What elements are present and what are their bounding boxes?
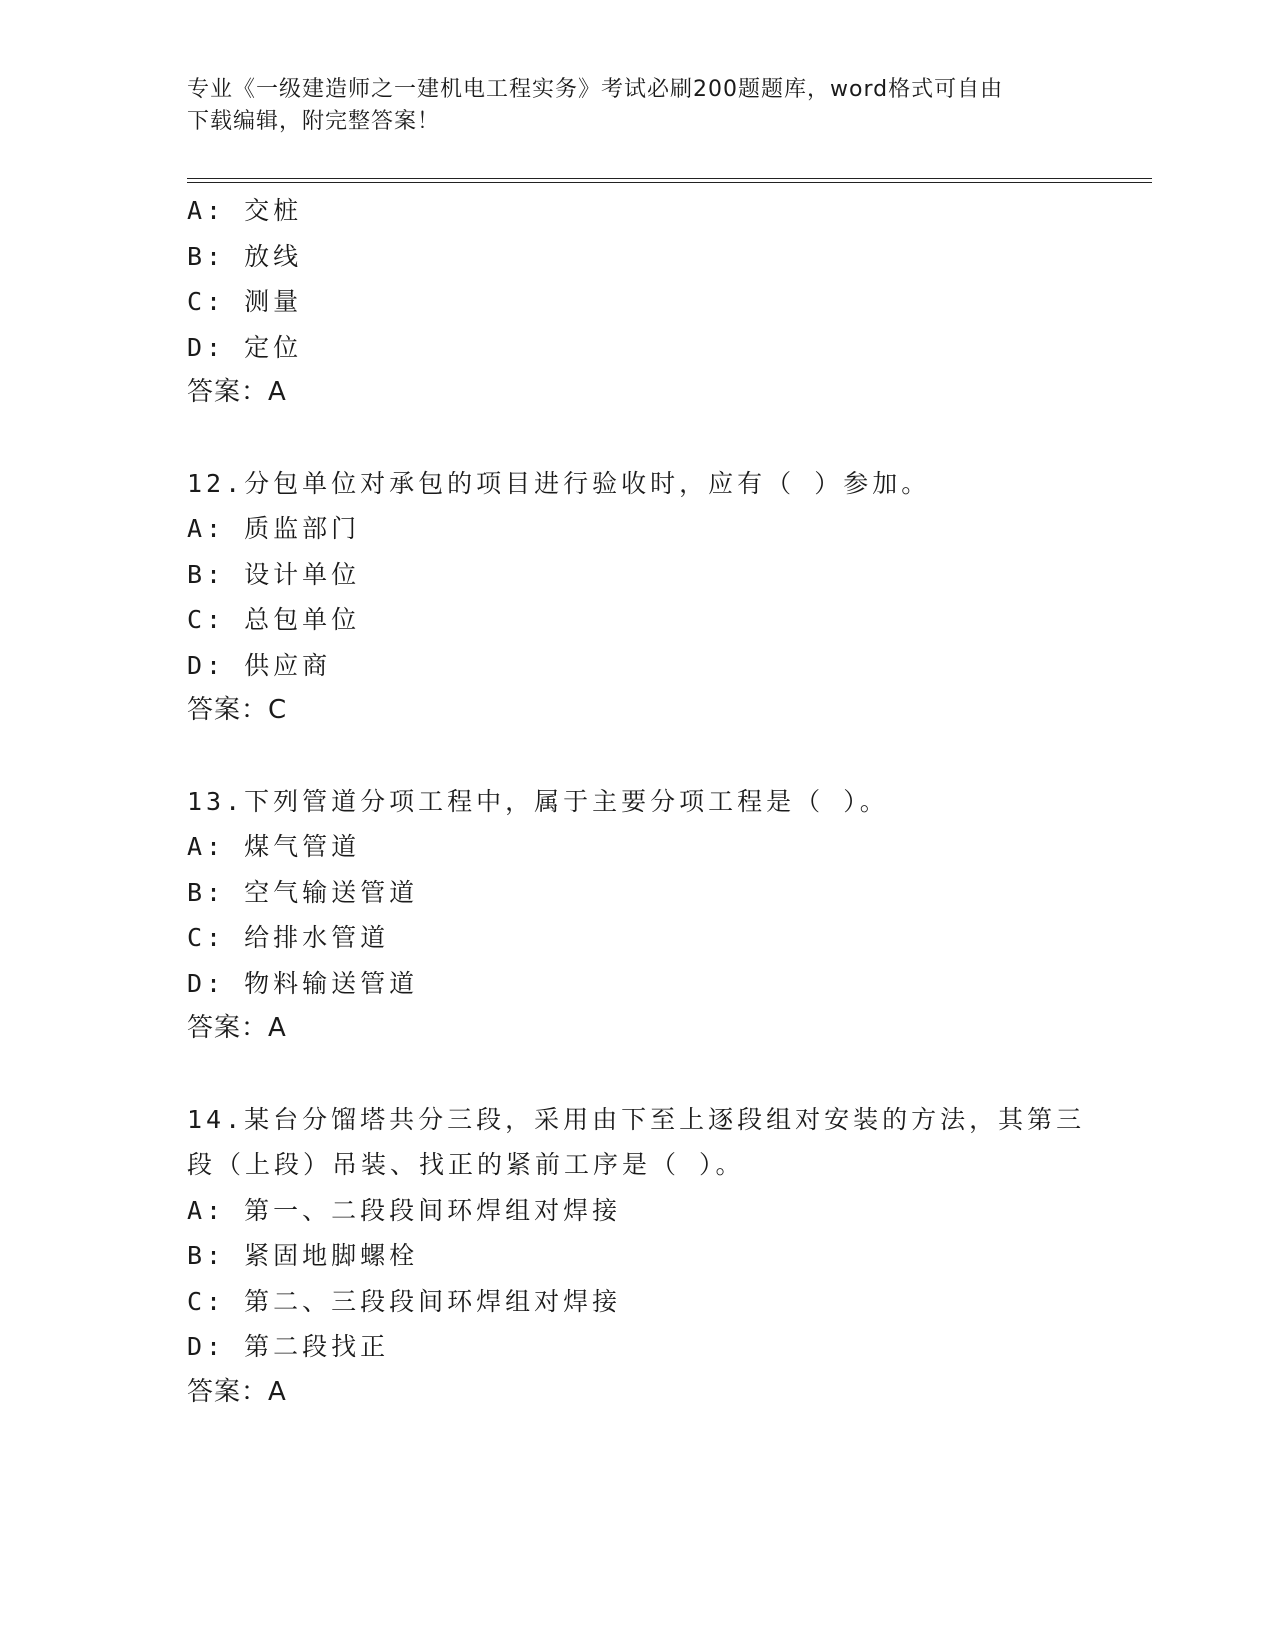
answer-line: 答案：A — [187, 1013, 287, 1043]
question-11-continued — [187, 188, 1087, 416]
option-b: B: 设计单位 — [187, 559, 361, 589]
answer-line: 答案：A — [187, 1376, 287, 1407]
question-text-line-1: 14.某台分馏塔共分三段，采用由下至上逐段组对安装的方法，其第三 — [187, 1104, 1086, 1134]
option-a: A: 第一、二段段间环焊组对焊接 — [187, 1195, 622, 1225]
option-d: D: 第二段找正 — [187, 1332, 390, 1361]
question-text: 12.分包单位对承包的项目进行验收时，应有（ ）参加。 — [187, 468, 931, 498]
option-c: C: 第二、三段段间环焊组对焊接 — [187, 1286, 622, 1316]
option-d: D: 供应商 — [187, 650, 332, 680]
question-12 — [187, 461, 1087, 734]
question-text: 13.下列管道分项工程中，属于主要分项工程是（ ）。 — [187, 786, 889, 816]
question-14 — [187, 1097, 1087, 1416]
question-13 — [187, 779, 1087, 1052]
option-a: A: 质监部门 — [187, 514, 361, 543]
option-d: D: 物料输送管道 — [187, 968, 419, 998]
option-b: B: 紧固地脚螺栓 — [187, 1241, 419, 1270]
document-header — [187, 74, 1087, 138]
option-c: C: 测量 — [187, 287, 303, 316]
document-body — [187, 188, 1087, 1415]
option-b: B: 空气输送管道 — [187, 877, 419, 907]
answer-line: 答案：A — [187, 377, 287, 407]
header-divider — [187, 178, 1152, 183]
header-line-1: 专业《一级建造师之一建机电工程实务》考试必刷200题题库，word格式可自由 — [187, 77, 1004, 102]
header-line-2: 下载编辑，附完整答案！ — [187, 109, 441, 134]
option-c: C: 给排水管道 — [187, 923, 390, 952]
option-c: C: 总包单位 — [187, 605, 361, 634]
question-text-line-2: 段（上段）吊装、找正的紧前工序是（ ）。 — [187, 1150, 745, 1179]
answer-line: 答案：C — [187, 695, 288, 725]
option-b: B: 放线 — [187, 241, 303, 271]
option-d: D: 定位 — [187, 332, 303, 362]
option-a: A: 交桩 — [187, 196, 303, 225]
option-a: A: 煤气管道 — [187, 832, 361, 861]
